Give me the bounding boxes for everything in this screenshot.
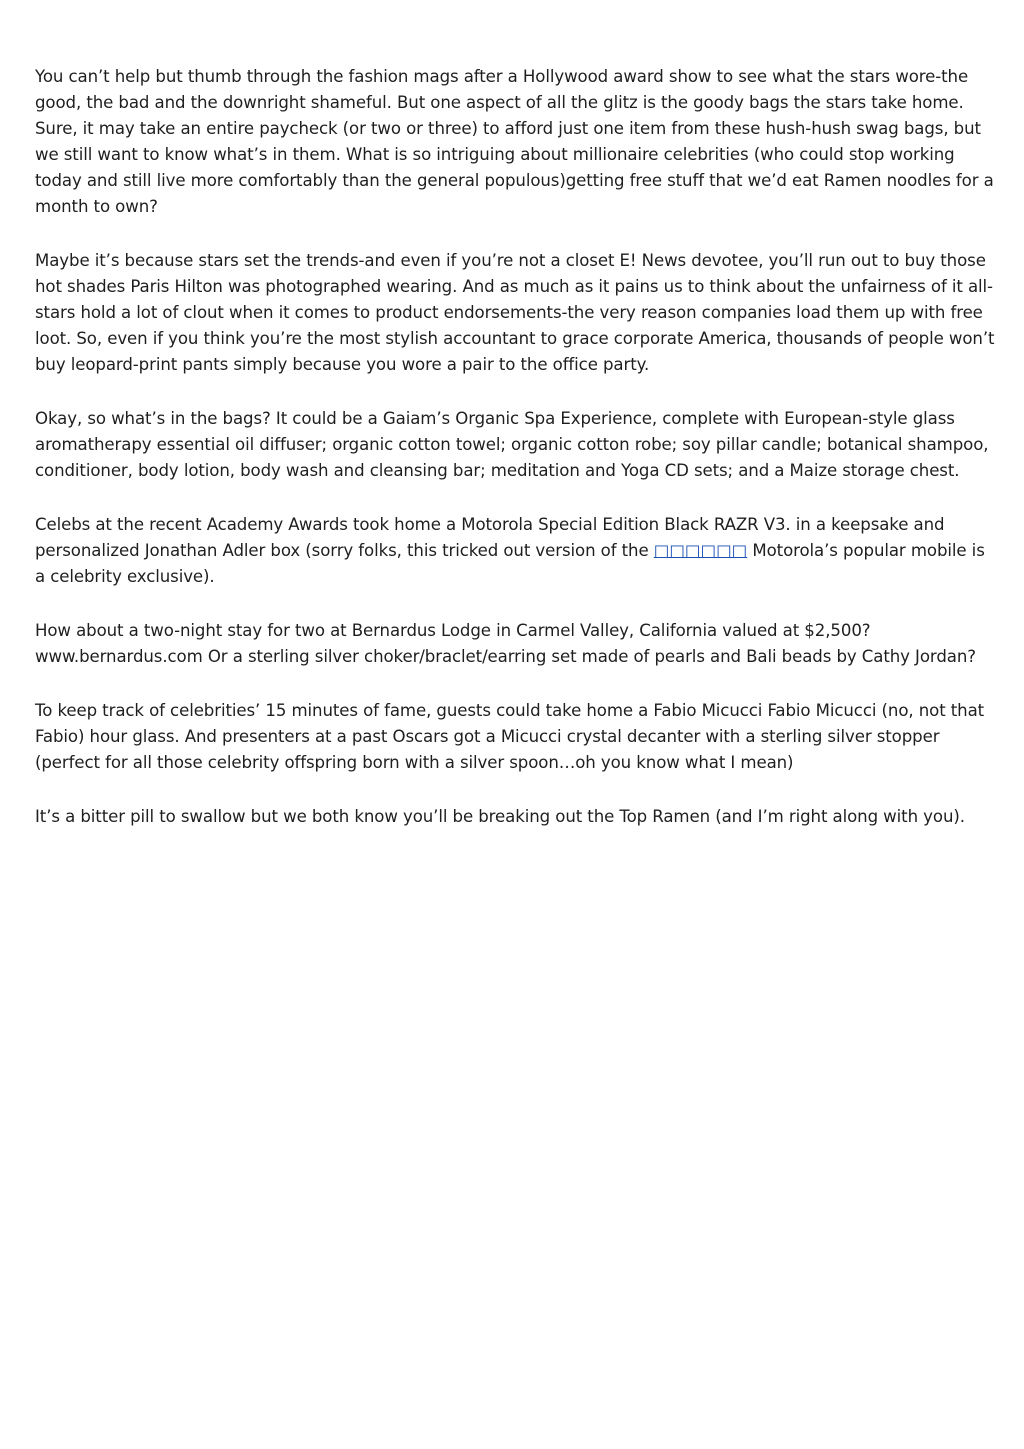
paragraph-academy-awards	[35, 512, 995, 590]
article-body	[35, 64, 995, 858]
paragraph-text-before-link: Celebs at the recent Academy Awards took home a Motorola Special Edition Black RAZR V3. in a keepsake and personalized Jonathan Adler box (sorry folks, this tricked out version of the	[35, 515, 945, 560]
paragraph-closing: It’s a bitter pill to swallow but we both know you’ll be breaking out the Top Ramen (and I’m right along with you).	[35, 807, 965, 826]
paragraph-micucci-gifts: To keep track of celebrities’ 15 minutes of fame, guests could take home a Fabio Micucci Fabio Micucci (no, not that Fabio) hour glass. And presenters at a past Oscars got a Micucci crystal decanter with a sterling silver stopper (perfect for all those celebrity offspring born with a silver spoon…oh you know what I mean)	[35, 701, 985, 772]
inline-link[interactable]: □□□□□□	[653, 541, 748, 560]
paragraph-bag-contents: Okay, so what’s in the bags? It could be a Gaiam’s Organic Spa Experience, complete with European-style glass aromatherapy essential oil diffuser; organic cotton towel; organic cotton robe; soy pillar candle; botanical shampoo, conditioner, body lotion, body wash and cleansing bar; meditation and Yoga CD sets; and a Maize storage chest.	[35, 409, 989, 480]
paragraph-trends-endorsements: Maybe it’s because stars set the trends-and even if you’re not a closet E! News devotee, you’ll run out to buy those hot shades Paris Hilton was photographed wearing. And as much as it pains us to think about the unfairness of it all-stars hold a lot of clout when it comes to product endorsements-the very reason companies load them up with free loot. So, even if you think you’re the most stylish accountant to grace corporate America, thousands of people won’t buy leopard-print pants simply because you wore a pair to the office party.	[35, 251, 995, 374]
paragraph-text-after-link: Motorola’s popular mobile is a celebrity exclusive).	[35, 541, 985, 586]
paragraph-bernardus-lodge: How about a two-night stay for two at Bernardus Lodge in Carmel Valley, California valued at $2,500? www.bernardus.com Or a sterling silver choker/braclet/earring set made of pearls and Bali beads by Cathy Jordan?	[35, 621, 976, 666]
paragraph-award-show-swag: You can’t help but thumb through the fashion mags after a Hollywood award show to see what the stars wore-the good, the bad and the downright shameful. But one aspect of all the glitz is the goody bags the stars take home. Sure, it may take an entire paycheck (or two or three) to afford just one item from these hush-hush swag bags, but we still want to know what’s in them. What is so intriguing about millionaire celebrities (who could stop working today and still live more comfortably than the general populous)getting free stuff that we’d eat Ramen noodles for a month to own?	[35, 67, 994, 216]
